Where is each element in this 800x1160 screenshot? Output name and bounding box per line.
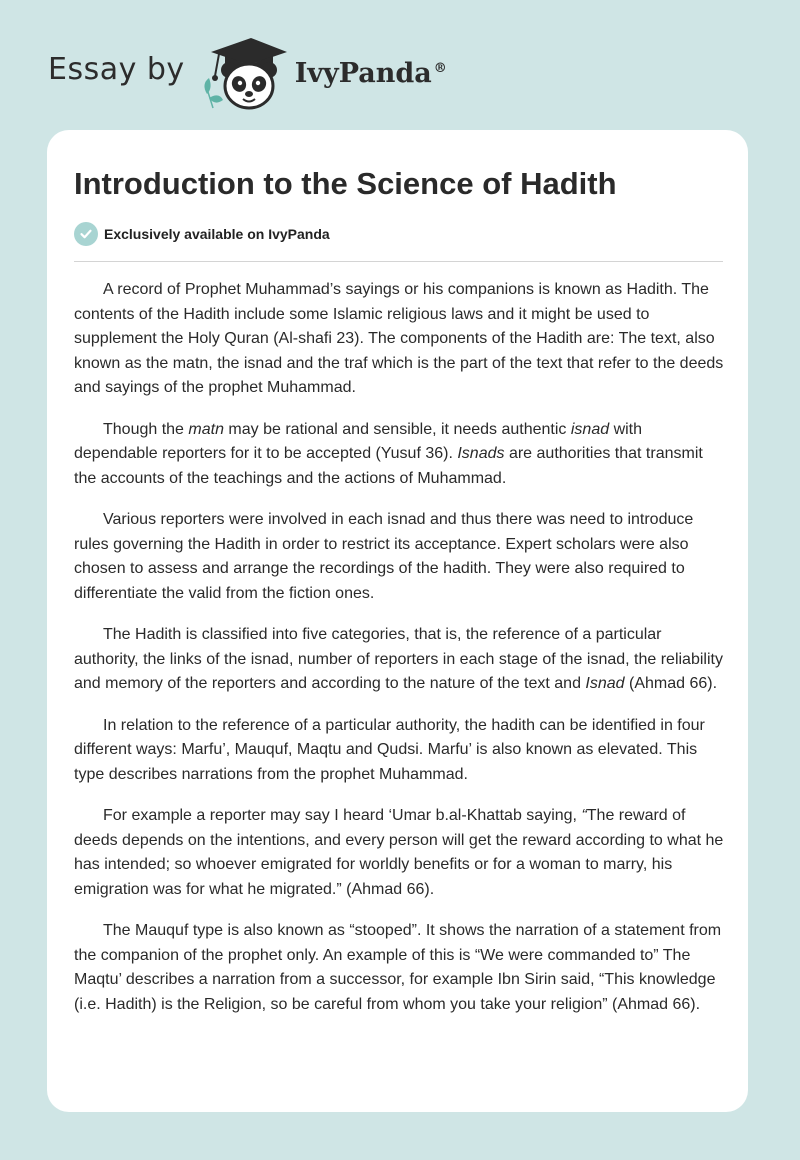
paragraph [74, 278, 724, 401]
brand-name[interactable]: IvyPanda ® [294, 57, 447, 89]
text-segment: may be rational and sensible, it needs authentic [223, 420, 571, 438]
text-segment: Various reporters were involved in each isnad and thus there was need to introduce rules governing the Hadith in order to restrict its acceptance. Expert scholars were also chosen to assess and arrange the recordings of the hadith. They were also required to differentiate the valid from the fiction ones. [74, 511, 694, 602]
text-segment: (Ahmad 66). [624, 675, 718, 692]
text-segment: The reward of deeds depends on the intentions, and every person will get the reward according to what he has intended; so whoever emigrated for worldly benefits or for a woman to marry, his emigration was for what he migrated.” (Ahmad 66). [74, 807, 724, 898]
page-title: Introduction to the Science of Hadith [74, 166, 617, 201]
text-segment: In relation to the reference of a particular authority, the hadith can be identified in four different ways: Marfu’, Mauquf, Maqtu and Qudsi. Marfu’ is also known as elevated. This type describes narrations from the prophet Muhammad. [74, 716, 705, 783]
italic-term: isnad [570, 420, 610, 438]
exclusive-badge [74, 222, 330, 246]
divider [74, 261, 723, 262]
italic-term: “ [581, 807, 587, 824]
text-segment: Though the [103, 420, 189, 438]
paragraph [74, 804, 724, 902]
essay-body [74, 278, 724, 1034]
text-segment: For example a reporter may say I heard ‘Umar b.al-Khattab saying, [103, 807, 582, 824]
paragraph [74, 714, 724, 788]
paragraph [74, 919, 724, 1017]
essay-by-label: Essay by [48, 51, 185, 87]
paragraph [74, 508, 724, 606]
paragraph [74, 418, 724, 492]
text-segment: The Hadith is classified into five categories, that is, the reference of a particular authority, the links of the isnad, number of reporters in each stage of the isnad, the reliability and memory of the reporters and according to the nature of the text and [74, 626, 723, 692]
ivypanda-logo-icon[interactable] [199, 32, 291, 112]
checkmark-icon [74, 222, 98, 246]
italic-term: Isnad [585, 675, 625, 692]
text-segment: A record of Prophet Muhammad’s sayings or his companions is known as Hadith. The contents of the Hadith include some Islamic religious laws and it might be used to supplement the Holy Quran (Al-shafi 23). The components of the Hadith are: The text, also known as the matn, the isnad and the traf which is the part of the text that refer to the deeds and sayings of the prophet Muhammad. [74, 281, 724, 396]
text-segment: are authorities that transmit the accounts of the teachings and the actions of Muhammad. [74, 445, 703, 487]
italic-term: matn [188, 420, 224, 438]
essay-card [47, 130, 748, 1112]
italic-term: Isnads [457, 445, 505, 462]
paragraph [74, 623, 724, 697]
exclusive-label: Exclusively available on IvyPanda [104, 226, 330, 242]
text-segment: with dependable reporters for it to be accepted (Yusuf 36). [74, 420, 643, 462]
site-header [48, 32, 447, 112]
registered-mark: ® [433, 60, 447, 76]
text-segment: The Mauquf type is also known as “stooped”. It shows the narration of a statement from the companion of the prophet only. An example of this is “We were commanded to” The Maqtu’ describes a narration from a successor, for example Ibn Sirin said, “This knowledge (i.e. Hadith) is the Religion, so be careful from whom you take your religion” (Ahmad 66). [74, 922, 722, 1013]
